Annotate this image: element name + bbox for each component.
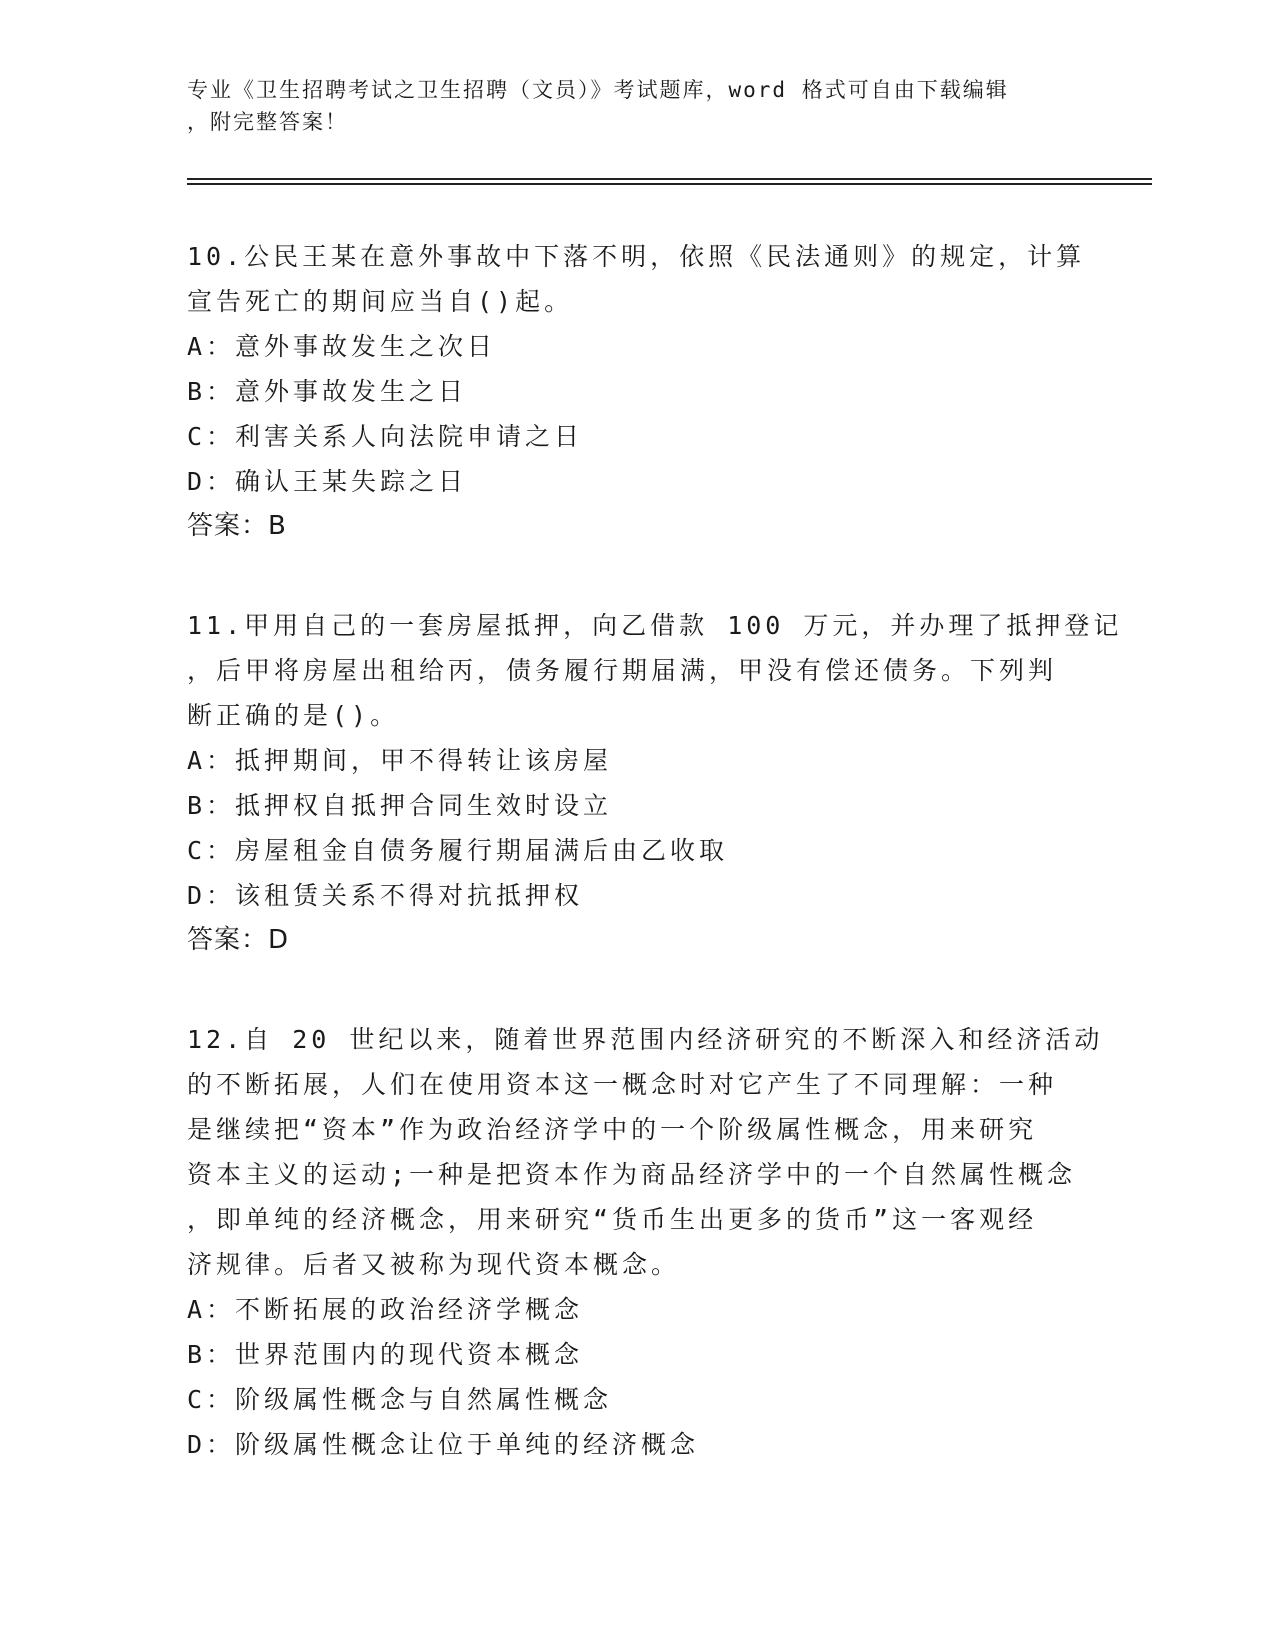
question-list [187, 234, 1123, 1521]
document-header [187, 74, 1067, 138]
option-a: A：抵押期间，甲不得转让该房屋 [187, 746, 613, 775]
option-c: C：阶级属性概念与自然属性概念 [187, 1385, 613, 1414]
question-10 [187, 234, 1087, 549]
question-stem-line: 12.自 20 世纪以来，随着世界范围内经济研究的不断深入和经济活动 [187, 1025, 1104, 1054]
header-line-1: 专业《卫生招聘考试之卫生招聘（文员）》考试题库，word 格式可自由下载编辑 [187, 78, 1009, 102]
option-b: B：世界范围内的现代资本概念 [187, 1340, 584, 1369]
option-b: B：抵押权自抵押合同生效时设立 [187, 791, 613, 820]
option-c: C：房屋租金自债务履行期届满后由乙收取 [187, 836, 729, 865]
question-stem-line: ，后甲将房屋出租给丙，债务履行期届满，甲没有偿还债务。下列判 [187, 656, 1058, 685]
header-divider-bottom [187, 183, 1152, 185]
answer-label: 答案：B [187, 511, 287, 541]
question-stem [187, 1017, 1104, 1287]
question-stem-line: 宣告死亡的期间应当自()起。 [187, 287, 574, 316]
question-stem [187, 603, 1123, 738]
option-d: D：阶级属性概念让位于单纯的经济概念 [187, 1430, 700, 1459]
header-divider-top [187, 178, 1152, 180]
question-stem-line: ，即单纯的经济概念，用来研究“货币生出更多的货币”这一客观经 [187, 1205, 1038, 1234]
question-stem-line: 10.公民王某在意外事故中下落不明，依照《民法通则》的规定，计算 [187, 242, 1086, 271]
question-stem-line: 断正确的是()。 [187, 701, 400, 730]
answer-label: 答案：D [187, 925, 290, 955]
question-11 [187, 603, 1123, 963]
header-line-2: ，附完整答案！ [187, 110, 348, 134]
question-stem-line: 是继续把“资本”作为政治经济学中的一个阶级属性概念，用来研究 [187, 1115, 1038, 1144]
option-a: A：不断拓展的政治经济学概念 [187, 1295, 584, 1324]
option-d: D：确认王某失踪之日 [187, 467, 468, 496]
question-stem-line: 资本主义的运动;一种是把资本作为商品经济学中的一个自然属性概念 [187, 1160, 1077, 1189]
question-stem [187, 234, 1087, 324]
question-stem-line: 的不断拓展，人们在使用资本这一概念时对它产生了不同理解：一种 [187, 1070, 1058, 1099]
option-d: D：该租赁关系不得对抗抵押权 [187, 881, 584, 910]
question-12 [187, 1017, 1104, 1467]
question-stem-line: 11.甲用自己的一套房屋抵押，向乙借款 100 万元，并办理了抵押登记 [187, 611, 1123, 640]
option-b: B：意外事故发生之日 [187, 377, 468, 406]
option-c: C：利害关系人向法院申请之日 [187, 422, 584, 451]
option-a: A：意外事故发生之次日 [187, 332, 497, 361]
question-stem-line: 济规律。后者又被称为现代资本概念。 [187, 1250, 681, 1279]
